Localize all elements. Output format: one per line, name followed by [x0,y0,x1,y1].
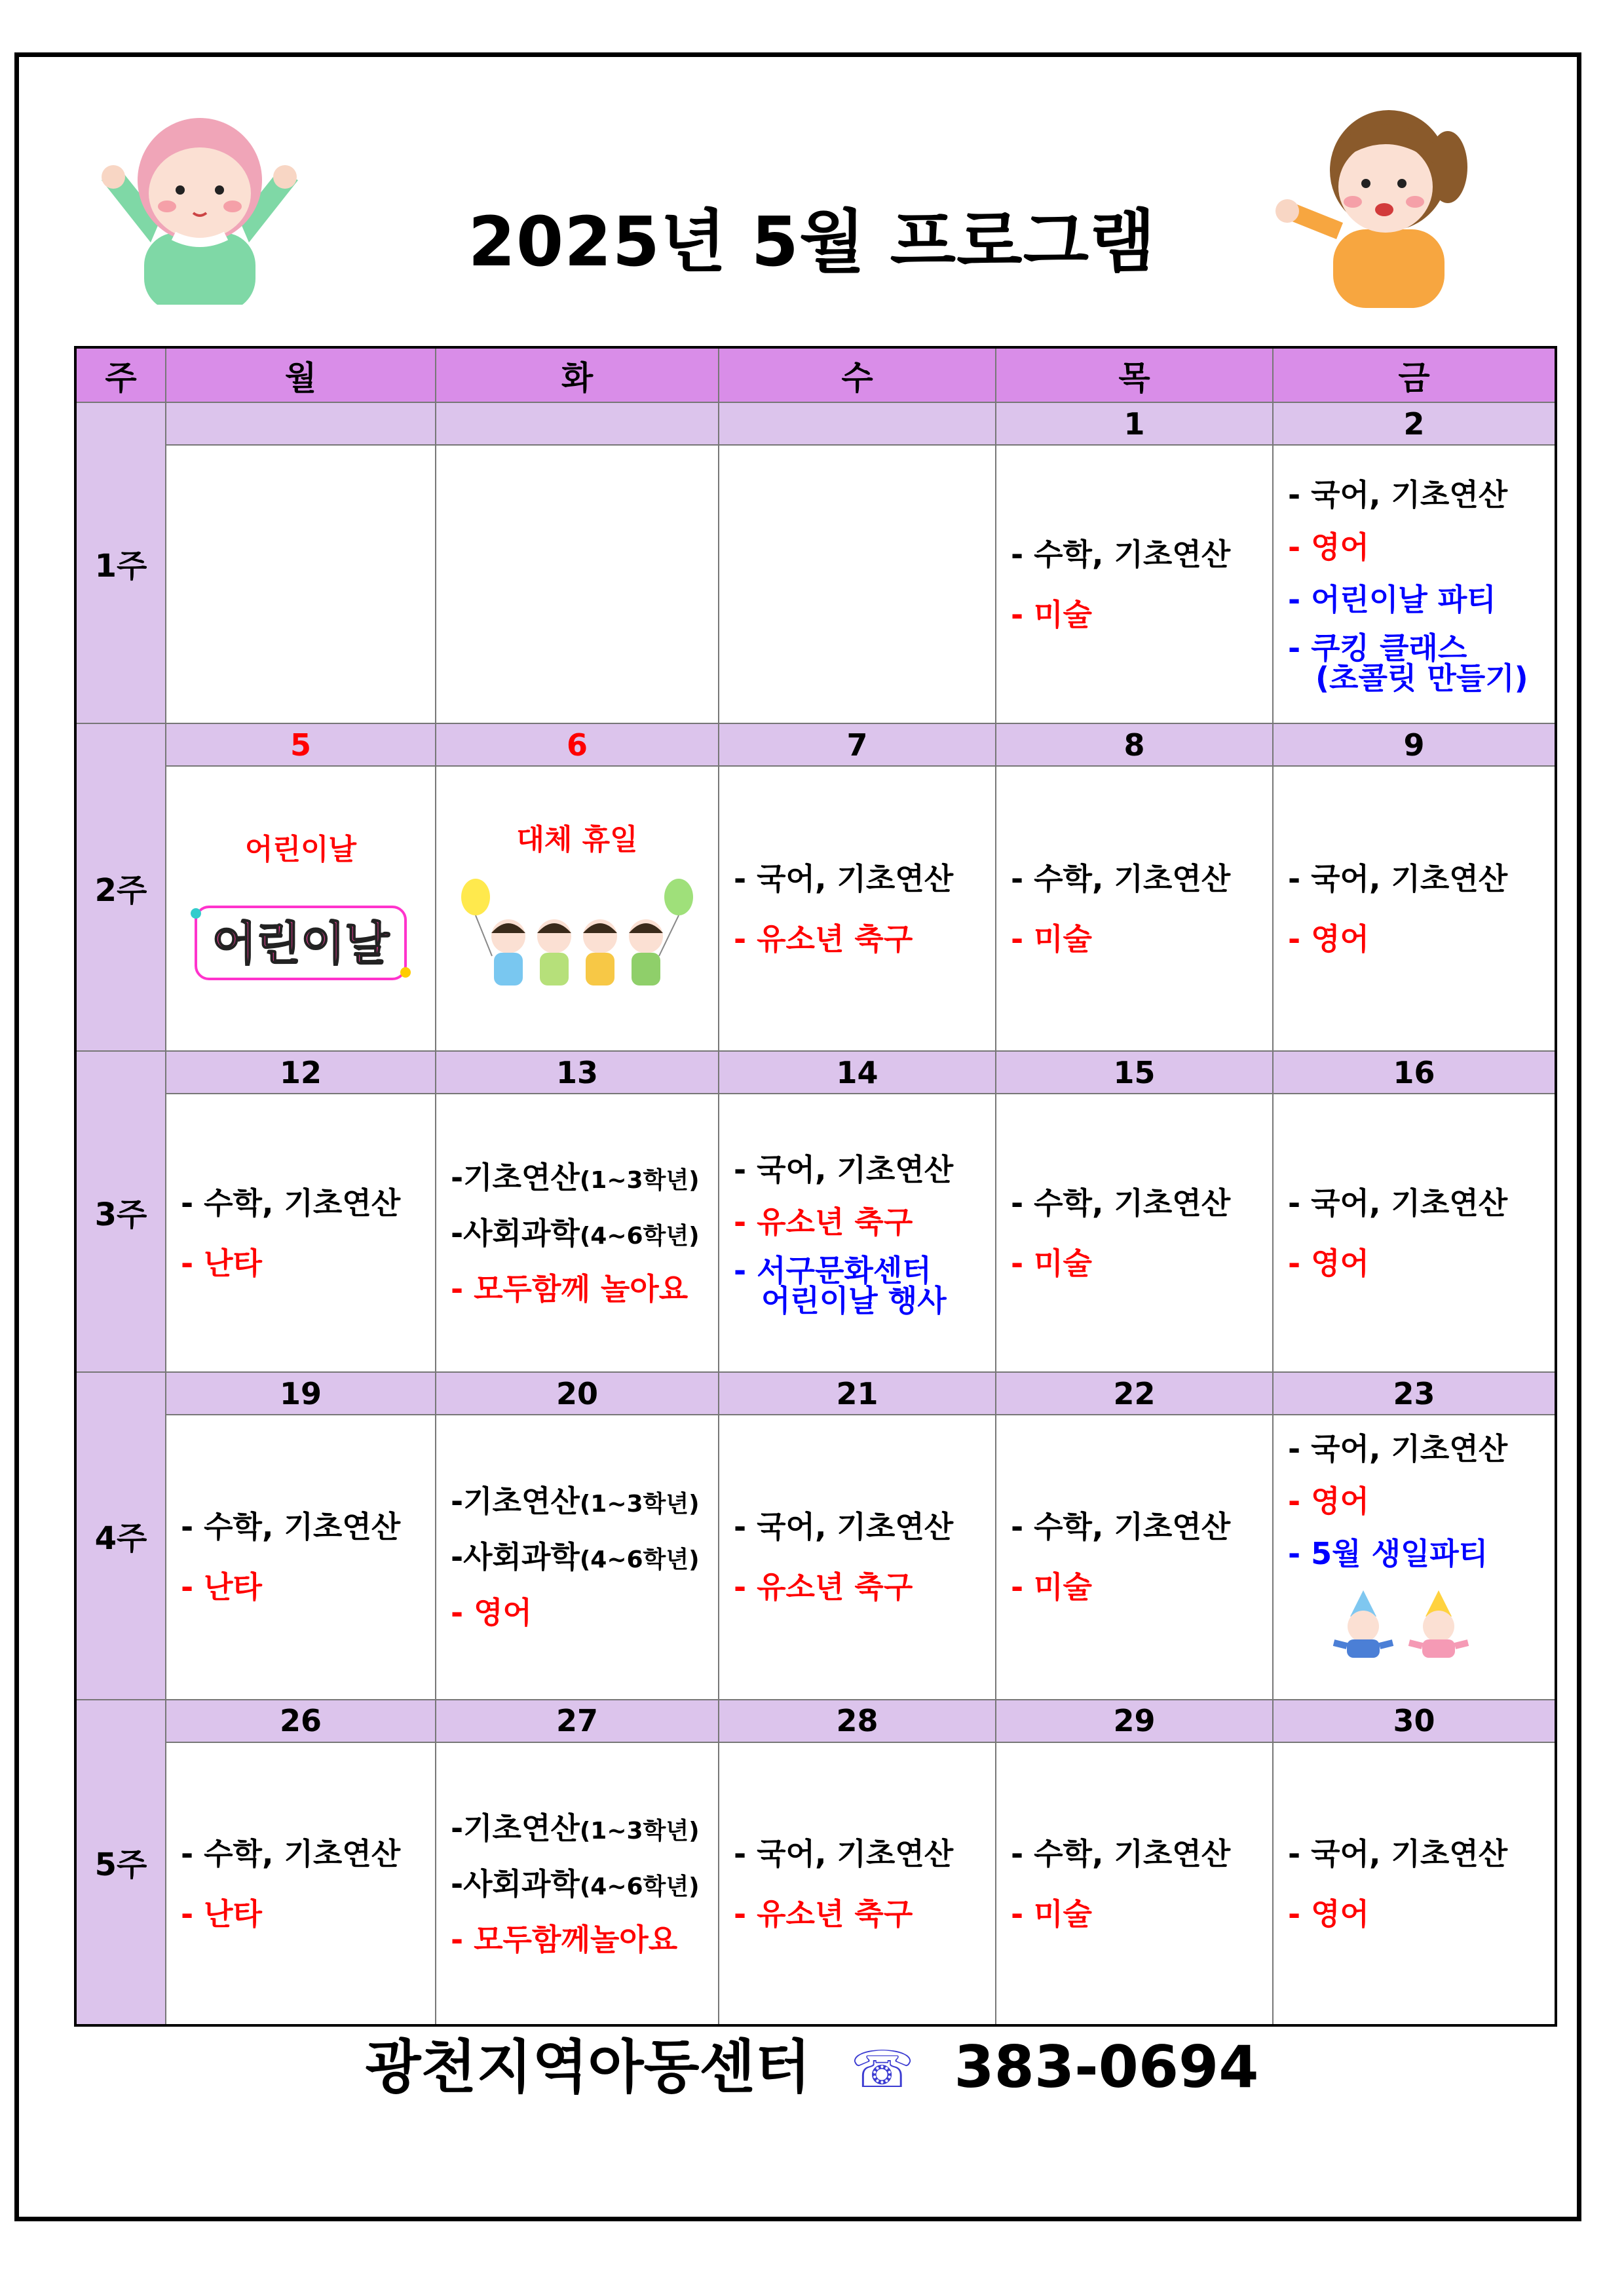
program-cell [436,766,719,1051]
program-cell [166,1415,436,1700]
date-cell: 27 [436,1700,719,1742]
grade-range: (4~6학년) [579,1546,700,1574]
date-cell: 5 [166,723,436,766]
program-item: - 국어, 기초연산 [1288,1185,1508,1221]
program-cell [719,445,996,723]
program-cell [1273,1415,1556,1700]
date-cell: 29 [996,1700,1273,1742]
program-item: - 난타 [181,1569,262,1605]
date-cell: 15 [996,1051,1273,1094]
week2-content-row [75,766,1556,1051]
program-cell [719,766,996,1051]
program-item: - 수학, 기초연산 [181,1835,401,1871]
week4-date-row [75,1372,1556,1415]
program-item: - 유소년 축구 [734,1204,913,1240]
date-cell: 23 [1273,1372,1556,1415]
program-cell [719,1094,996,1372]
date-cell: 19 [166,1372,436,1415]
program-item-sub: (초콜릿 만들기) [1315,660,1528,696]
date-cell: 16 [1273,1051,1556,1094]
phone-icon: ☏ [850,2040,915,2099]
program-item: - 5월 생일파티 [1288,1536,1488,1572]
program-item: - 서구문화센터 [734,1252,932,1288]
holiday-label: 어린이날 [244,832,356,866]
program-cell [719,1415,996,1700]
header-week: 주 [75,347,166,402]
date-cell: 21 [719,1372,996,1415]
program-item: -사회과학 [451,1539,580,1575]
program-item: - 미술 [1011,921,1092,957]
program-item: - 미술 [1011,1245,1092,1281]
footer [0,2021,1624,2104]
program-item: -기초연산 [451,1810,580,1846]
header-row [75,347,1556,402]
program-item: - 국어, 기초연산 [734,1835,954,1871]
week-label: 3주 [75,1051,166,1372]
date-cell [436,402,719,445]
program-cell [996,445,1273,723]
phone-number: 383-0694 [954,2033,1259,2101]
header-wed: 수 [719,347,996,402]
page-title: 2025년 5월 프로그램 [468,202,1156,282]
program-item: -기초연산 [451,1483,580,1520]
week3-content-row [75,1094,1556,1372]
program-item: - 국어, 기초연산 [734,1509,954,1545]
program-item: - 수학, 기초연산 [1011,1509,1231,1545]
program-cell [436,1742,719,2025]
program-item: - 유소년 축구 [734,1569,913,1605]
grade-range: (1~3학년) [579,1817,700,1845]
program-item: - 미술 [1011,1896,1092,1932]
date-cell: 14 [719,1051,996,1094]
program-item: - 수학, 기초연산 [181,1185,401,1221]
date-cell [719,402,996,445]
program-cell [436,1415,719,1700]
svg-text:어린이날: 어린이날 [212,916,390,970]
program-item: - 국어, 기초연산 [734,860,954,896]
date-cell: 1 [996,402,1273,445]
program-cell [996,1415,1273,1700]
program-item: - 난타 [181,1245,262,1281]
program-item: - 영어 [1288,1896,1369,1932]
program-item: - 국어, 기초연산 [1288,1835,1508,1871]
date-cell: 28 [719,1700,996,1742]
date-cell: 7 [719,723,996,766]
program-item: - 국어, 기초연산 [1288,476,1508,512]
children-balloons-illustration [456,871,698,1002]
schedule-table [74,346,1557,2027]
program-cell [1273,766,1556,1051]
program-cell [1273,445,1556,723]
program-cell [436,445,719,723]
program-cell [1273,1094,1556,1372]
date-cell: 9 [1273,723,1556,766]
program-item: -사회과학 [451,1215,580,1251]
program-item: - 모두함께 놀아요 [451,1271,689,1307]
date-cell: 13 [436,1051,719,1094]
program-item: -기초연산 [451,1159,580,1195]
program-item: - 영어 [1288,1245,1369,1281]
program-item: - 국어, 기초연산 [734,1151,954,1187]
program-item: - 미술 [1011,1569,1092,1605]
week5-date-row [75,1700,1556,1742]
center-name: 광천지역아동센터 [365,2033,811,2101]
program-item: - 모두함께놀아요 [451,1921,678,1957]
program-cell [719,1742,996,2025]
header-mon: 월 [166,347,436,402]
week2-date-row [75,723,1556,766]
program-cell [996,1742,1273,2025]
date-cell: 8 [996,723,1273,766]
date-cell: 20 [436,1372,719,1415]
program-cell [166,1742,436,2025]
header-thu: 목 [996,347,1273,402]
program-cell [166,445,436,723]
week-label: 2주 [75,723,166,1051]
week-label: 1주 [75,402,166,723]
week1-content-row [75,445,1556,723]
week3-date-row [75,1051,1556,1094]
grade-range: (4~6학년) [579,1222,700,1250]
header-fri: 금 [1273,347,1556,402]
program-item: - 유소년 축구 [734,1896,913,1932]
program-item: - 어린이날 파티 [1288,581,1496,617]
program-cell [996,766,1273,1051]
week-label: 5주 [75,1700,166,2025]
grade-range: (1~3학년) [579,1166,700,1194]
program-item: - 미술 [1011,596,1092,632]
date-cell: 2 [1273,402,1556,445]
week-label: 4주 [75,1372,166,1700]
program-item: - 국어, 기초연산 [1288,860,1508,896]
week1-date-row [75,402,1556,445]
birthday-kids-illustration [1327,1587,1484,1659]
date-cell: 6 [436,723,719,766]
program-item: - 수학, 기초연산 [181,1509,401,1545]
program-item: - 수학, 기초연산 [1011,1185,1231,1221]
date-cell [166,402,436,445]
date-cell: 30 [1273,1700,1556,1742]
header-tue: 화 [436,347,719,402]
grade-range: (4~6학년) [579,1873,700,1900]
childrens-day-banner [183,894,419,992]
program-cell [166,1094,436,1372]
program-item: - 유소년 축구 [734,921,913,957]
holiday-label: 대체 휴일 [516,822,638,856]
program-cell [436,1094,719,1372]
date-cell: 22 [996,1372,1273,1415]
program-cell [166,766,436,1051]
week5-content-row [75,1742,1556,2025]
program-item: - 영어 [1288,529,1369,565]
program-item: - 수학, 기초연산 [1011,860,1231,896]
program-cell [996,1094,1273,1372]
program-item: - 수학, 기초연산 [1011,1835,1231,1871]
program-item: - 영어 [1288,921,1369,957]
program-item: -사회과학 [451,1866,580,1902]
program-item: - 국어, 기초연산 [1288,1431,1508,1467]
program-item-sub: 어린이날 행사 [761,1282,947,1318]
program-item: - 난타 [181,1896,262,1932]
program-cell [1273,1742,1556,2025]
date-cell: 12 [166,1051,436,1094]
program-item: - 영어 [1288,1483,1369,1520]
program-item: - 쿠킹 클래스 [1288,630,1467,666]
grade-range: (1~3학년) [579,1491,700,1518]
week4-content-row [75,1415,1556,1700]
program-item: - 영어 [451,1595,532,1631]
date-cell: 26 [166,1700,436,1742]
program-item: - 수학, 기초연산 [1011,536,1231,572]
